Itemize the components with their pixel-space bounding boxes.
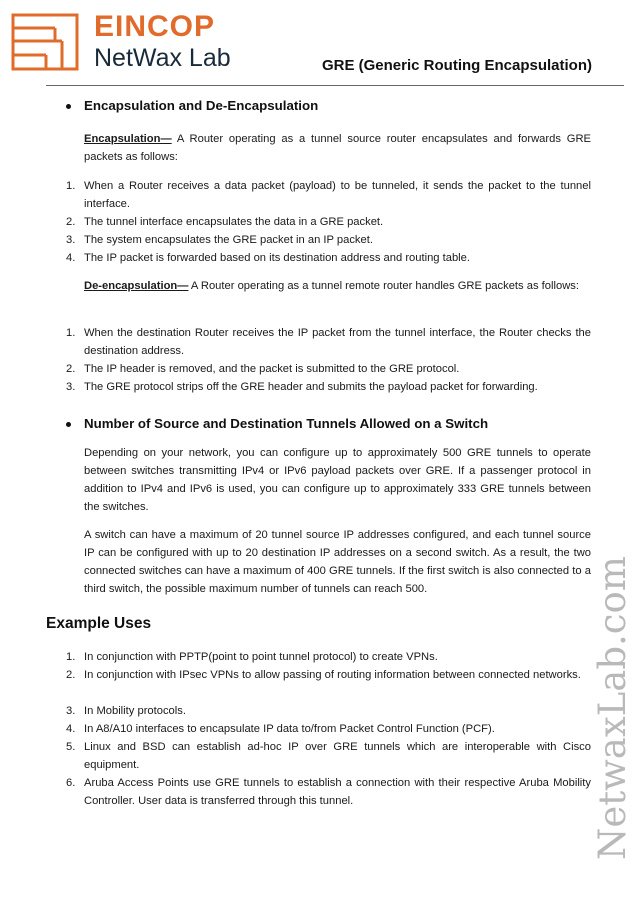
list-text: When the destination Router receives the IP packet from the tunnel interface, the Router checks the destination address. [84,327,591,357]
list-text: In conjunction with IPsec VPNs to allow passing of routing information between connected networks. [84,669,581,681]
list-number: 2. [66,216,76,228]
list-text: Linux and BSD can establish ad-hoc IP over GRE tunnels which are interoperable with Cisco equipment. [84,741,591,771]
decapsulation-text: A Router operating as a tunnel remote router handles GRE packets as follows: [188,280,579,292]
brand-name-top: EINCOP [94,10,216,43]
list-text: The IP packet is forwarded based on its destination address and routing table. [84,252,471,264]
list-number: 3. [66,234,76,246]
list-number: 5. [66,741,76,753]
list-number: 1. [66,327,76,339]
encapsulation-lead: Encapsulation— [84,133,172,145]
list-number: 2. [66,363,76,375]
list-number: 3. [66,705,76,717]
eincop-logo-icon [10,12,80,72]
list-text: In A8/A10 interfaces to encapsulate IP data to/from Packet Control Function (PCF). [84,723,495,735]
list-text: The IP header is removed, and the packet is submitted to the GRE protocol. [84,363,460,375]
list-text: In Mobility protocols. [84,705,186,717]
section-heading-example-uses: Example Uses [46,615,152,632]
tunnels-paragraph-2: A switch can have a maximum of 20 tunnel source IP addresses configured, and each tunnel source IP can be configured with up to 20 destination IP addresses on a second switch. As a result, the two connected switches can have a maximum of 400 GRE tunnels. If the first switch is also connected to a third switch, the possible maximum number of tunnels can reach 500. [84,529,591,595]
list-number: 2. [66,669,76,681]
decapsulation-intro [84,277,591,295]
encapsulation-text: A Router operating as a tunnel source router encapsulates and forwards GRE packets as follows: [84,133,591,163]
list-text: Aruba Access Points use GRE tunnels to establish a connection with their respective Aruba Mobility Controller. User data is transferred through this tunnel. [84,777,591,807]
tunnels-paragraph-1: Depending on your network, you can configure up to approximately 500 GRE tunnels to operate between switches transmitting IPv4 or IPv6 payload packets over GRE. If a passenger protocol in addition to IPv4 and IPv6 is used, you can configure up to approximately 333 GRE tunnels between the switches. [84,447,591,513]
list-text: When a Router receives a data packet (payload) to be tunneled, it sends the packet to the tunnel interface. [84,180,591,210]
list-text: The GRE protocol strips off the GRE header and submits the payload packet for forwarding. [84,381,538,393]
header-divider [46,85,624,86]
list-number: 4. [66,252,76,264]
bullet-icon [66,422,71,427]
encapsulation-intro [84,130,591,166]
list-number: 1. [66,180,76,192]
bullet-icon [66,104,71,109]
list-number: 4. [66,723,76,735]
list-number: 6. [66,777,76,789]
list-text: The tunnel interface encapsulates the data in a GRE packet. [84,216,384,228]
brand-name-bottom: NetWax Lab [94,44,231,72]
section-heading-tunnels: Number of Source and Destination Tunnels Allowed on a Switch [84,416,489,431]
section-heading-encapsulation: Encapsulation and De-Encapsulation [84,98,319,113]
list-text: In conjunction with PPTP(point to point tunnel protocol) to create VPNs. [84,651,438,663]
document-page: EINCOP NetWax Lab GRE (Generic Routing Encapsulation) NetwaxLab.com Encapsulation and De-Encapsulation Encapsulation— A Router operating as a tunnel source router encapsulates and forwards GRE packets as follows: 1. When a Router receives a data packet (payload) to be tunneled, it sends the packet to the tunnel interface. 2. The tunnel interface encapsulates the data in a GRE packet. 3. The system encapsulates the GRE packet in an IP packet. 4. The IP packet is forwarded based on its destination address and routing table. De-encapsulation— A Router operating as a tunnel remote router handles GRE packets as follows: 1. When the destination Router receives the IP packet from the tunnel interface, the Router checks the destination address. 2. The IP header is removed, and the packet is submitted to the GRE protocol. 3. The GRE protocol strips off the GRE header and submits the payload packet for forwarding. Number of Source and Destination Tunnels Allowed on a Switch Depending on your network, you can configure up to approximately 500 GRE tunnels to operate between switches transmitting IPv4 or IPv6 payload packets over GRE. If a passenger protocol in addition to IPv4 and IPv6 is used, you can configure up to approximately 333 GRE tunnels between the switches. A switch can have a maximum of 20 tunnel source IP addresses configured, and each tunnel source IP can be configured with up to 20 destination IP addresses on a second switch. As a result, the two connected switches can have a maximum of 400 GRE tunnels. If the first switch is also connected to a third switch, the possible maximum number of tunnels can reach 500. Example Uses 1. In conjunction with PPTP(point to point tunnel protocol) to create VPNs. 2. In conjunction with IPsec VPNs to allow passing of routing information between connected networks. 3. In Mobility protocols. 4. In A8/A10 interfaces to encapsulate IP data to/from Packet Control Function (PCF). 5. Linux and BSD can establish ad-hoc IP over GRE tunnels which are interoperable with Cisco equipment. 6. Aruba Access Points use GRE tunnels to establish a connection with their respective Aruba Mobility Controller. User data is transferred through this tunnel. [0,0,638,903]
page-title: GRE (Generic Routing Encapsulation) [321,57,592,74]
list-number: 1. [66,651,76,663]
decapsulation-lead: De-encapsulation— [84,280,189,292]
list-number: 3. [66,381,76,393]
list-text: The system encapsulates the GRE packet in an IP packet. [84,234,373,246]
